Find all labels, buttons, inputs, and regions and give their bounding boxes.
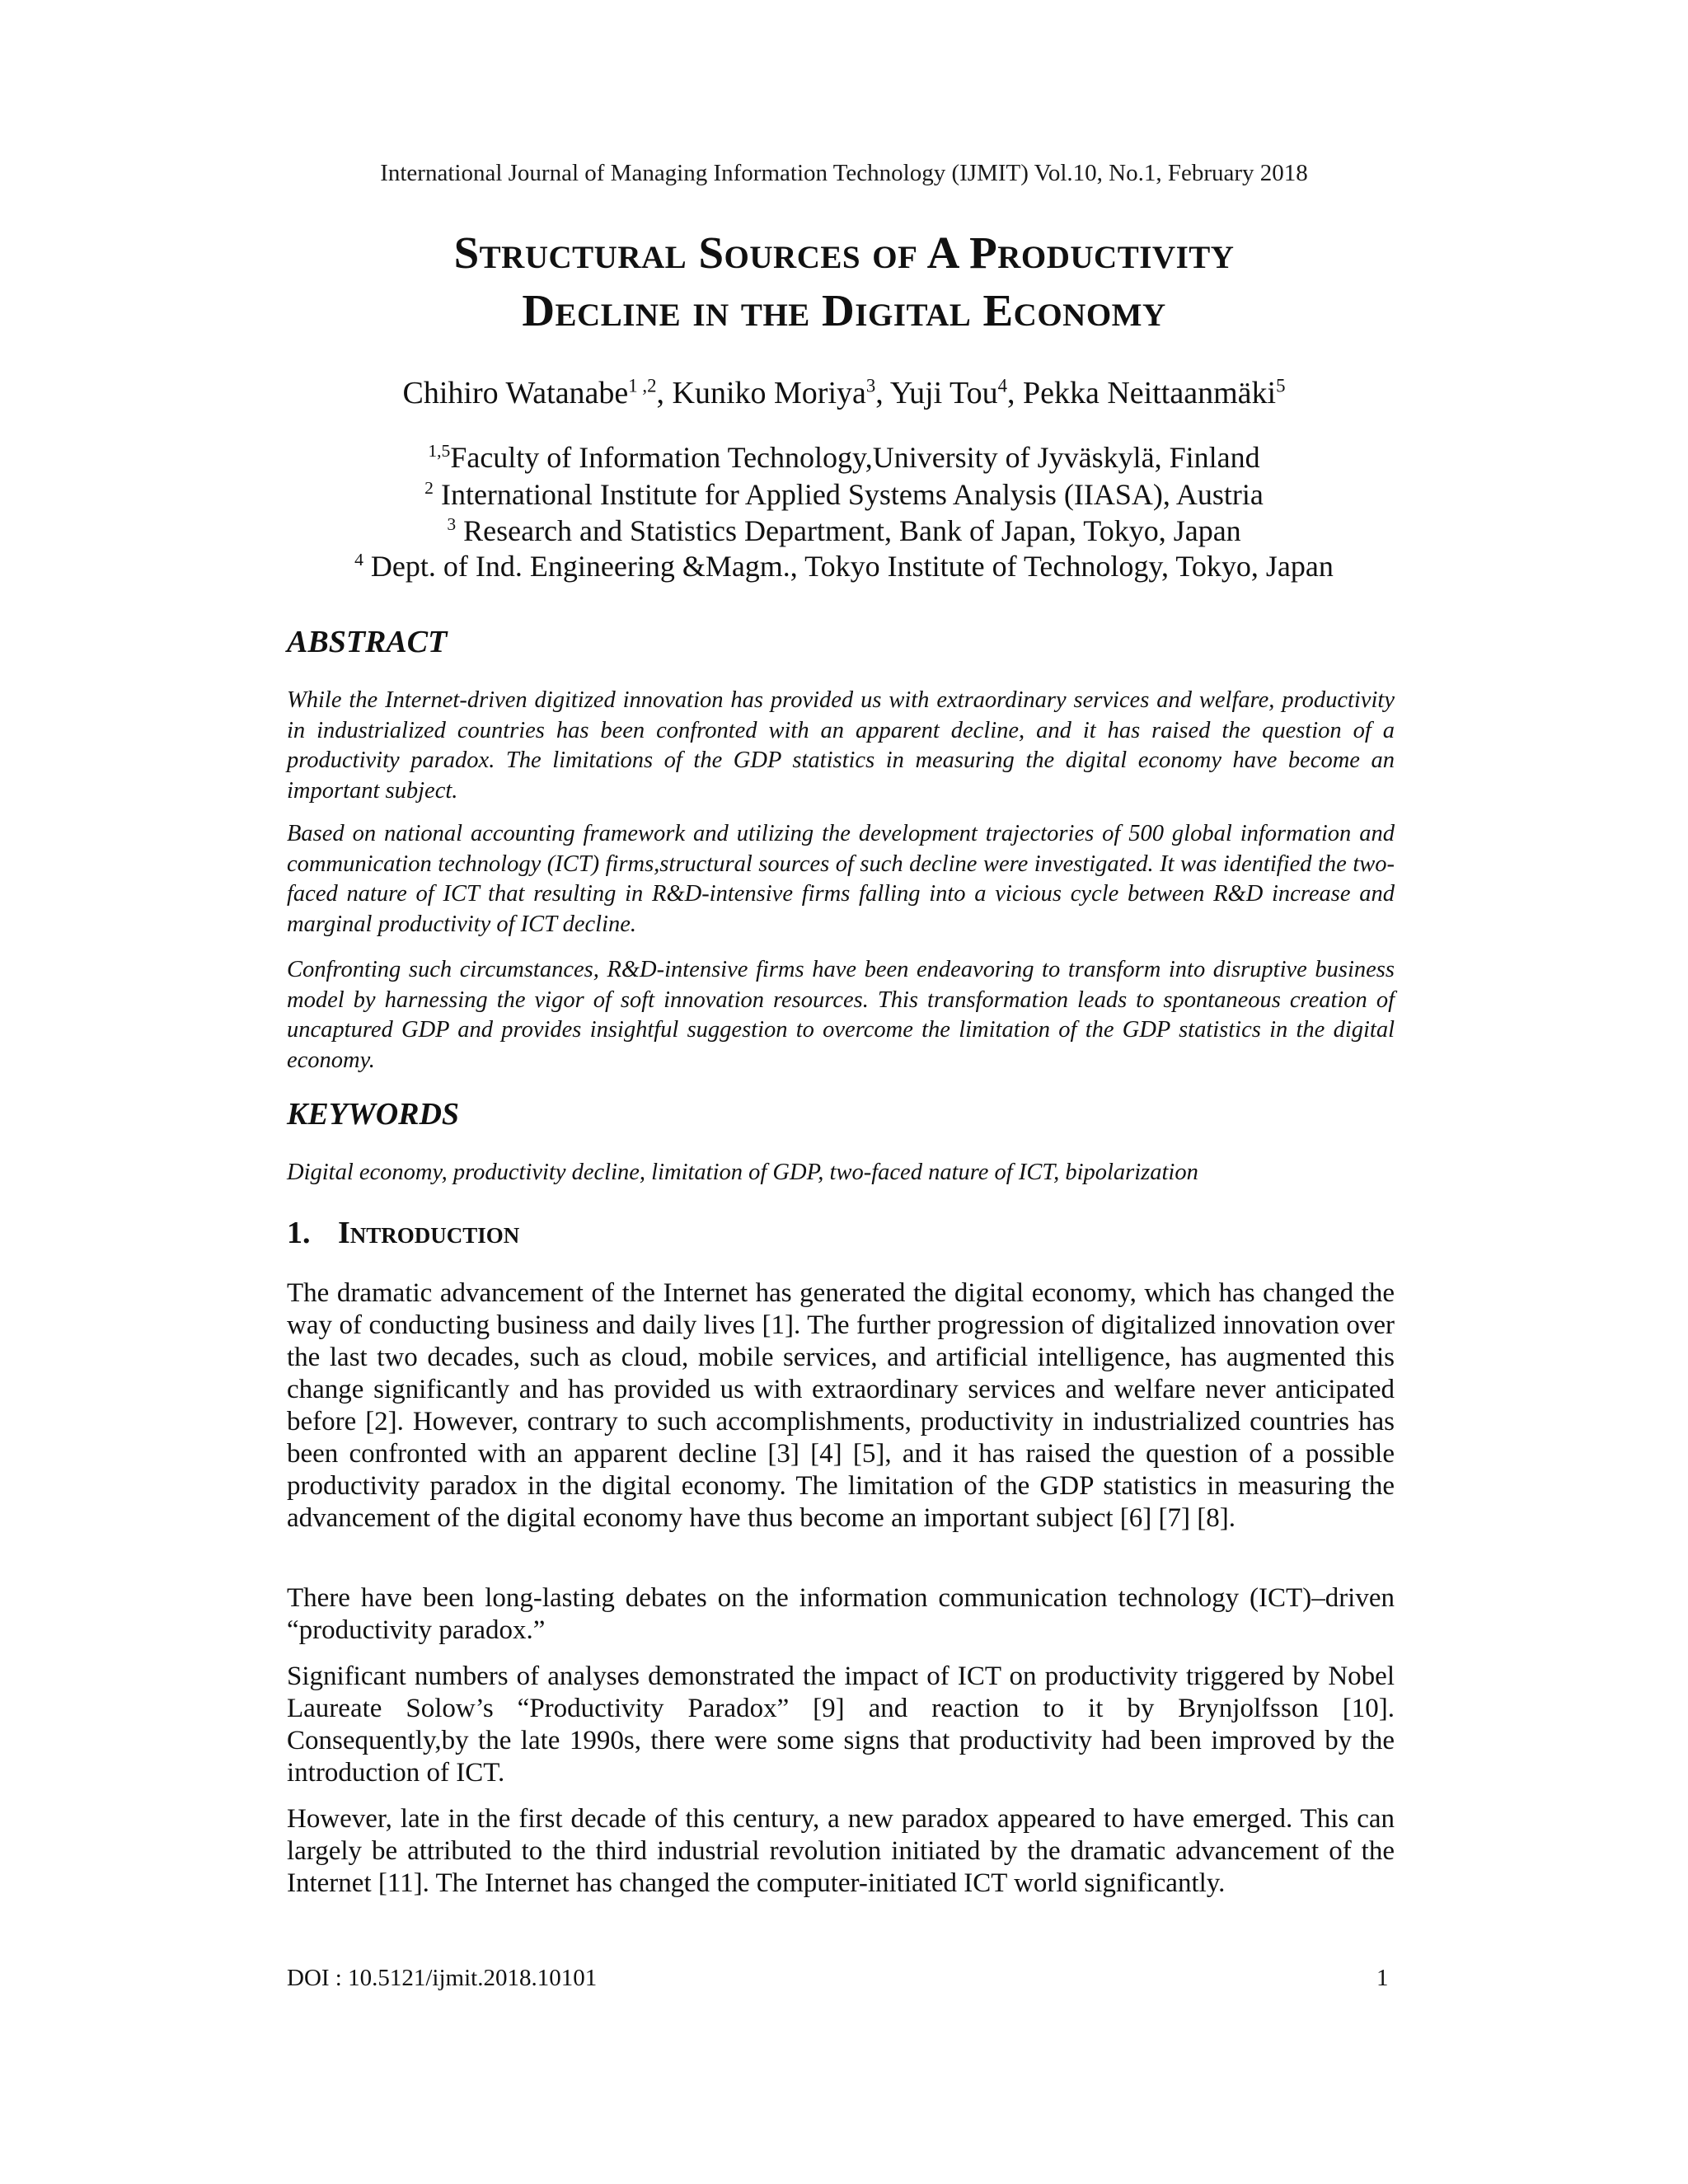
intro-paragraph-1: The dramatic advancement of the Internet has generated the digital economy, which has changed the way of conducting business and daily lives [1]. The further progression of digitalized innovation over the last two decades, such as cloud, mobile services, and artificial intelligence, has augmented this change significantly and has provided us with extraordinary services and welfare never anticipated before [2]. However, contrary to such accomplishments, productivity in industrialized countries has been confronted with an apparent decline [3] [4] [5], and it has raised the question of a possible productivity paradox in the digital economy. The limitation of the GDP statistics in measuring the advancement of the digital economy have thus become an important subject [6] [7] [8]. [287,1278,1395,1533]
journal-header: International Journal of Managing Information Technology (IJMIT) Vol.10, No.1, February 2018 [380,160,1308,186]
affiliation-text: Faculty of Information Technology,University of Jyväskylä, Finland [450,441,1260,474]
affiliation-superscript: 1,5 [428,441,451,461]
affiliation-2 [0,476,1688,513]
author-superscript: 4 [997,375,1007,396]
author-name: Chihiro Watanabe [402,376,629,410]
paper-title [0,224,1688,340]
author-superscript: 1 ,2 [628,375,657,396]
affiliation-4 [0,548,1688,584]
intro-paragraph-3: Significant numbers of analyses demonstrated the impact of ICT on productivity triggered by Nobel Laureate Solow’s “Productivity Paradox” [9] and reaction to it by Brynjolfsson [10]. Consequently,by the late 1990s, there were some signs that productivity had been improved by the introduction of ICT. [287,1661,1395,1788]
abstract-heading: ABSTRACT [287,625,448,659]
intro-paragraph-2: There have been long-lasting debates on the information communication technology (ICT)–driven “productivity paradox.” [287,1583,1395,1645]
affiliation-text: Research and Statistics Department, Bank of Japan, Tokyo, Japan [456,514,1241,547]
author-list [0,373,1688,414]
affiliation-superscript: 4 [354,550,363,569]
title-line-1: Structural Sources of A Productivity [453,227,1235,278]
keywords-heading: KEYWORDS [287,1097,460,1132]
affiliation-text: Dept. of Ind. Engineering &Magm., Tokyo Institute of Technology, Tokyo, Japan [363,550,1334,583]
affiliation-1 [0,439,1688,476]
author-name: , Yuji Tou [875,376,998,410]
abstract-paragraph-1: While the Internet-driven digitized innovation has provided us with extraordinary services and welfare, productivity in industrialized countries has been confronted with an apparent decline, and it has raised the question of a productivity paradox. The limitations of the GDP statistics in measuring the digital economy have become an important subject. [287,687,1395,804]
author-name: , Pekka Neittaanmäki [1007,376,1277,410]
keywords-text: Digital economy, productivity decline, limitation of GDP, two-faced nature of ICT, bipolarization [287,1160,1198,1185]
affiliation-text: International Institute for Applied Systems Analysis (IIASA), Austria [433,478,1264,511]
author-name: , Kuniko Moriya [656,376,866,410]
author-superscript: 3 [865,375,876,396]
page-number: 1 [1376,1965,1389,1991]
abstract-paragraph-3: Confronting such circumstances, R&D-intensive firms have been endeavoring to transform into disruptive business model by harnessing the vigor of soft innovation resources. This transformation leads to spontaneous creation of uncaptured GDP and provides insightful suggestion to overcome the limitation of the GDP statistics in the digital economy. [287,957,1395,1073]
author-superscript: 5 [1276,375,1286,396]
title-line-2: Decline in the Digital Economy [522,285,1166,335]
section-number: 1. [287,1216,311,1250]
affiliation-superscript: 3 [447,514,457,534]
abstract-paragraph-2: Based on national accounting framework and utilizing the development trajectories of 500 global information and communication technology (ICT) firms,structural sources of such decline were investigated. It was identified the two-faced nature of ICT that resulting in R&D-intensive firms falling into a vicious cycle between R&D increase and marginal productivity of ICT decline. [287,821,1395,937]
section-title: Introduction [338,1216,520,1250]
introduction-heading [287,1215,519,1251]
affiliation-3 [0,513,1688,549]
intro-paragraph-4: However, late in the first decade of this century, a new paradox appeared to have emerged. This can largely be attributed to the third industrial revolution initiated by the dramatic advancement of the Internet [11]. The Internet has changed the computer-initiated ICT world significantly. [287,1804,1395,1898]
footer-doi: DOI : 10.5121/ijmit.2018.10101 [287,1965,598,1991]
affiliation-superscript: 2 [424,478,434,498]
